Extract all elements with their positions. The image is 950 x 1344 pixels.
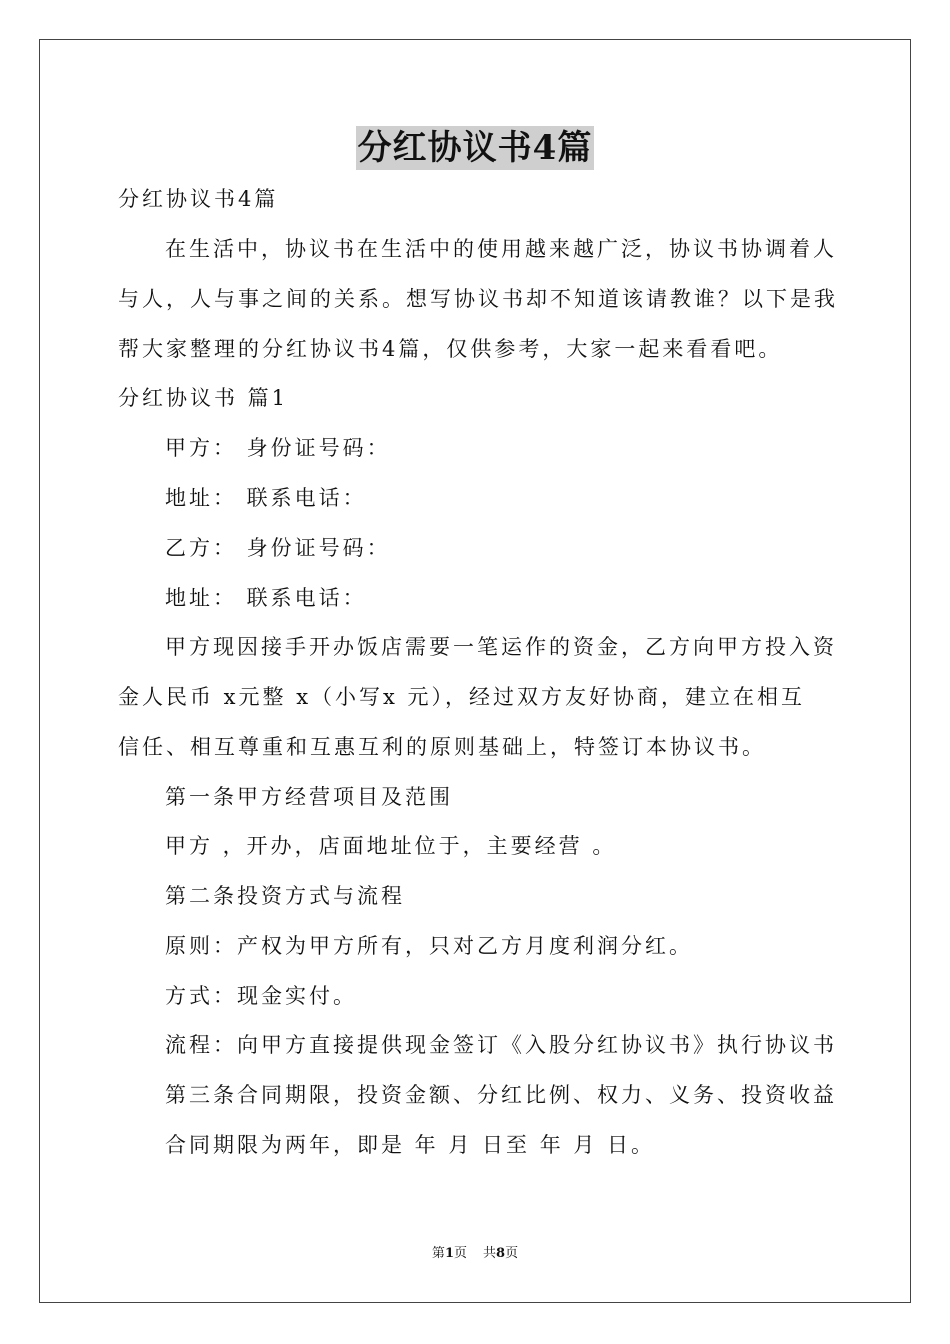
paragraph-line: 甲方现因接手开办饭店需要一笔运作的资金，乙方向甲方投入资 [165, 635, 837, 659]
title-container [0, 126, 950, 170]
section-heading: 分红协议书 篇1 [118, 386, 289, 410]
paragraph-line: 流程：向甲方直接提供现金签订《入股分红协议书》执行协议书 [165, 1033, 837, 1057]
page-border [39, 39, 911, 1303]
paragraph-line: 与人，人与事之间的关系。想写协议书却不知道该请教谁？以下是我 [118, 287, 838, 311]
paragraph-line: 方式：现金实付。 [165, 984, 357, 1008]
paragraph-line: 金人民币 x元整 x（小写x 元），经过双方友好协商，建立在相互 [118, 685, 806, 709]
paragraph-line: 原则：产权为甲方所有，只对乙方月度利润分红。 [165, 934, 693, 958]
address-line: 地址： 联系电话： [165, 486, 367, 510]
footer-total-number: 8 [496, 1246, 506, 1261]
paragraph-line: 信任、相互尊重和互惠互利的原则基础上，特签订本协议书。 [118, 735, 766, 759]
footer-page-suffix: 页 [453, 1246, 467, 1261]
paragraph-line: 甲方 ，开办，店面地址位于，主要经营 。 [165, 834, 617, 858]
paragraph-line: 合同期限为两年，即是 年 月 日至 年 月 日。 [165, 1133, 656, 1157]
footer-page-prefix: 第 [431, 1246, 445, 1261]
article-heading: 第一条甲方经营项目及范围 [165, 785, 453, 809]
page-footer [0, 1245, 950, 1263]
footer-total-prefix: 共 [483, 1246, 497, 1261]
footer-page-number: 1 [444, 1246, 454, 1261]
footer-total-suffix: 页 [505, 1246, 519, 1261]
party-b-line: 乙方： 身份证号码： [165, 536, 391, 560]
subtitle-line: 分红协议书4篇 [118, 187, 279, 211]
document-title: 分红协议书4篇 [357, 128, 593, 168]
paragraph-line: 帮大家整理的分红协议书4篇，仅供参考，大家一起来看看吧。 [118, 337, 783, 361]
address-line: 地址： 联系电话： [165, 586, 367, 610]
paragraph-line: 在生活中，协议书在生活中的使用越来越广泛，协议书协调着人 [165, 237, 837, 261]
article-heading: 第二条投资方式与流程 [165, 884, 405, 908]
party-a-line: 甲方： 身份证号码： [165, 436, 391, 460]
article-heading: 第三条合同期限，投资金额、分红比例、权力、义务、投资收益 [165, 1083, 837, 1107]
